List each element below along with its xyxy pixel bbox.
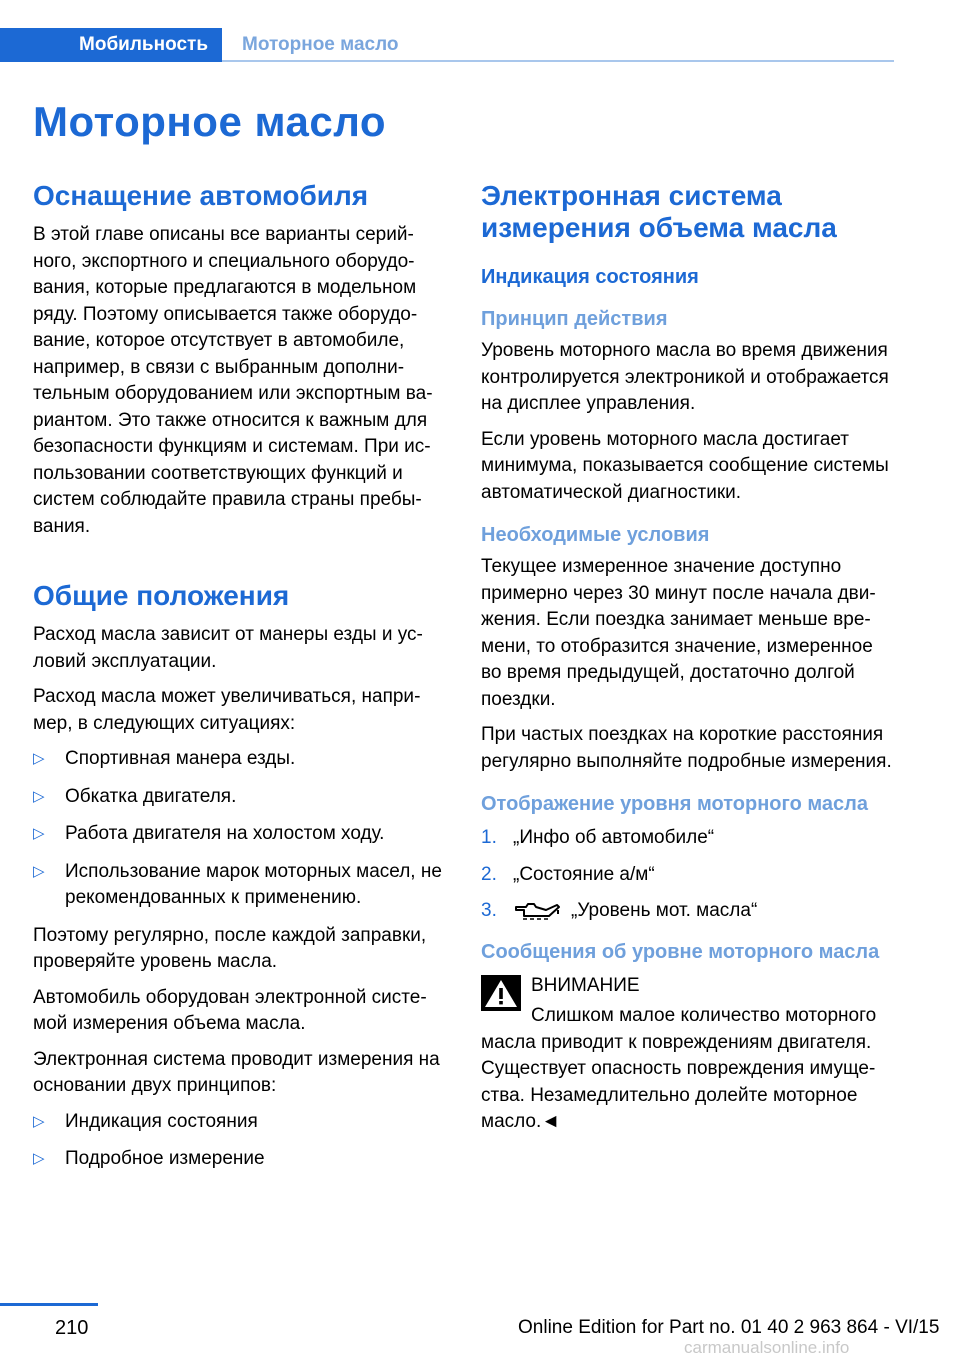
triangle-bullet-icon: ▷ — [33, 750, 45, 767]
footer-divider — [0, 1303, 98, 1306]
triangle-bullet-icon: ▷ — [33, 825, 45, 842]
triangle-bullet-icon: ▷ — [33, 1112, 45, 1130]
operation-paragraph: Уровень моторного масла во время движения контролируется электроникой и отображается на дисплее управления. — [481, 340, 889, 414]
warning-box — [481, 973, 895, 1136]
equipment-text: В этой главе описаны все варианты серийного, экспортного и специального оборудования, которые предлагаются в модельном ряду. Поэтому описывается также оборудование, которое отсутствует в автомобиле, например, в связи с выбранным дополнительным оборудованием или экспортным вариантом. Это также относится к важным для безопасности функциям и системам. При использовании соответствующих функций и систем соблюдайте правила страны пребывания. — [33, 224, 433, 537]
header-divider — [222, 60, 894, 62]
messages-heading: Сообщения об уровне моторного масла — [481, 940, 880, 963]
right-column — [481, 180, 895, 1136]
left-column — [33, 180, 447, 1184]
triangle-bullet-icon: ▷ — [33, 1150, 45, 1167]
conditions-paragraph: Текущее измеренное значение доступно примерно через 30 минут после начала движения. Если поездка занимает меньше времени, то отобразится значение, измеренное во время предыдущей, достаточно долгой поездки. — [481, 556, 876, 710]
triangle-bullet-icon: ▷ — [33, 862, 45, 880]
list-item: ▷ Обкатка двигателя. — [33, 784, 447, 811]
watermark: carmanualsonline.info — [684, 1338, 850, 1357]
display-steps — [481, 825, 895, 925]
principles-list — [33, 1109, 447, 1173]
list-item: 1. „Инфо об автомобиле“ — [481, 827, 715, 848]
list-item: ▷ Подробное измерение — [33, 1146, 447, 1173]
page-number: 210 — [55, 1317, 89, 1339]
list-item: ▷ Использование марок моторных масел, не рекомендованных к применению. — [33, 860, 442, 908]
page-tab: Моторное масло — [242, 34, 399, 55]
section-tab: Мобильность — [0, 28, 222, 62]
equipment-heading: Оснащение автомобиля — [33, 180, 369, 211]
edition-note: Online Edition for Part no. 01 40 2 963 864 - VI/15 — [518, 1317, 940, 1338]
list-item: 3. „Уровень мот. масла“ — [481, 900, 758, 921]
warning-text: Слишком малое количество моторного масла приводит к повреждениям двигателя. Существует опасность повреждения имущества. Незамедлительно долейте моторное масло.◄ — [481, 1005, 877, 1132]
list-item: 2. „Состояние а/м“ — [481, 863, 655, 885]
general-paragraph: Расход масла может увеличиваться, например, в следующих ситуациях: — [33, 686, 421, 734]
operation-heading: Принцип действия — [481, 308, 668, 330]
list-item: ▷ Работа двигателя на холостом ходу. — [33, 821, 447, 848]
warning-title: ВНИМАНИЕ — [531, 974, 640, 996]
warning-triangle-icon — [481, 975, 521, 1011]
conditions-paragraph: При частых поездках на короткие расстояния регулярно выполняйте подробные измерения. — [481, 724, 892, 772]
conditions-heading: Необходимые условия — [481, 524, 710, 546]
display-heading: Отображение уровня моторного масла — [481, 793, 868, 815]
general-paragraph: Расход масла зависит от манеры езды и условий эксплуатации. — [33, 624, 423, 672]
general-paragraph: Поэтому регулярно, после каждой заправки, проверяйте уровень масла. — [33, 924, 427, 972]
general-paragraph: Электронная система проводит измерения на основании двух принципов: — [33, 1048, 440, 1096]
general-paragraph: Автомобиль оборудован электронной системой измерения объема масла. — [33, 986, 427, 1034]
system-heading: Электронная система измерения объема масла — [481, 180, 837, 243]
running-header — [0, 28, 894, 62]
list-item: ▷ Индикация состояния — [33, 1109, 447, 1136]
status-heading: Индикация состояния — [481, 266, 699, 288]
oil-can-icon — [513, 900, 563, 922]
general-heading: Общие положения — [33, 580, 290, 611]
list-item: ▷ Спортивная манера езды. — [33, 746, 447, 773]
operation-paragraph: Если уровень моторного масла достигает минимума, показывается сообщение системы автоматической диагностики. — [481, 428, 889, 503]
page-title: Моторное масло — [33, 98, 386, 145]
situations-list — [33, 746, 447, 912]
triangle-bullet-icon: ▷ — [33, 787, 45, 805]
